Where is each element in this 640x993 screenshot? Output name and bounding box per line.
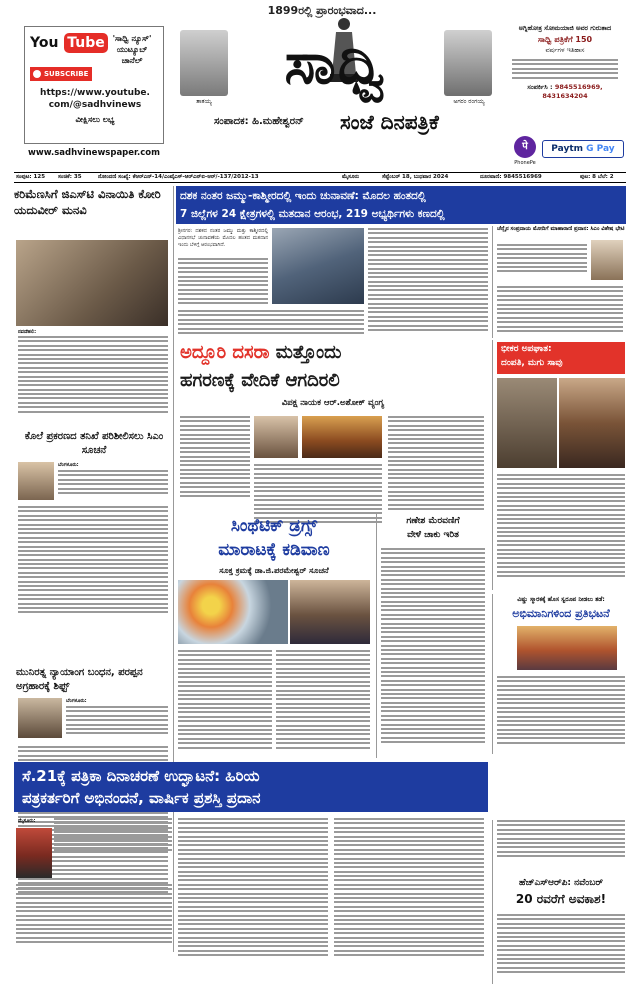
dasara-subhead: ವಿಪಕ್ಷ ನಾಯಕ ಆರ್.ಅಶೋಕ್ ವ್ಯಂಗ್ಯ bbox=[281, 398, 385, 408]
munirathna-photo bbox=[18, 698, 62, 738]
press-day-body-col-3 bbox=[334, 818, 484, 956]
drugs-subhead: ಸೂಕ್ತ ಕ್ರಮಕ್ಕೆ ಡಾ.ಜಿ.ಪರಮೇಶ್ವರ್ ಸೂಚನೆ bbox=[219, 566, 329, 575]
youtube-promo-box bbox=[24, 26, 164, 144]
modi-story-headline[interactable]: ಚೆನ್ನೈನ ಸಂಪ್ರದಾಯ ಮೋದಿಗೆ ಮಾಹಾರಾಣಿ ಪ್ರದಾನ: ಸಿಎಂ ವಿಶೇಷ ಭೇಟಿ bbox=[497, 226, 625, 232]
accident-truck-photo bbox=[497, 378, 557, 468]
lead-story-col-1 bbox=[178, 258, 268, 304]
drugs-headline-2[interactable]: ಮಾರಾಟಕ್ಕೆ ಕಡಿವಾಣ bbox=[218, 540, 330, 560]
modi-photo bbox=[591, 240, 623, 280]
drugs-headline-band bbox=[178, 514, 370, 564]
murder-story-body-2 bbox=[18, 506, 168, 613]
contact-phone-1[interactable]: 9845516969, bbox=[554, 82, 603, 91]
lead-headline-line-2[interactable]: 7 ಜಿಲ್ಲೆಗಳ 24 ಕ್ಷೇತ್ರಗಳಲ್ಲಿ ಮತದಾನ ಆರಂಭ, 219 ಅಭ್ಯರ್ಥಿಗಳು ಕಣದಲ್ಲಿ bbox=[180, 208, 445, 220]
youtube-you-text: You bbox=[30, 35, 59, 51]
gst-dateline: ನವದೆಹಲಿ: bbox=[18, 329, 37, 335]
drugs-story bbox=[176, 514, 372, 758]
gst-story-body bbox=[18, 336, 168, 413]
munirathna-body bbox=[66, 706, 168, 734]
city: ಮೈಸೂರು bbox=[342, 174, 360, 180]
vishnu-story bbox=[492, 594, 626, 754]
dasara-story bbox=[176, 340, 488, 510]
nameplate: ಸಾಧ್ವಿ bbox=[284, 29, 388, 97]
accident-headline-1[interactable]: ಭೀಕರ ಅಪಘಾತ: bbox=[501, 344, 552, 354]
founder-right-caption: ಅಗರಂ ರಂಗಯ್ಯ bbox=[453, 98, 485, 105]
subscribe-label: SUBSCRIBE bbox=[44, 70, 89, 78]
founder-right-photo bbox=[444, 30, 492, 96]
phonepe-label: PhonePe bbox=[514, 160, 536, 166]
founder-left-caption: ತಾತಯ್ಯ bbox=[196, 98, 212, 105]
channel-url-line-1: https://www.youtube. bbox=[40, 88, 150, 98]
editor-line: ಸಂಪಾದಕ: ಹಿ.ಮಹೇಶ್ವರನ್ bbox=[214, 116, 304, 127]
munirathna-dateline: ಬೆಂಗಳೂರು: bbox=[66, 698, 87, 704]
ganesh-headline-1[interactable]: ಗಣೇಶ ಮೆರವಣಿಗೆ bbox=[406, 516, 460, 526]
modi-story-body bbox=[497, 244, 587, 272]
channel-line-2: ಯುಟ್ಯೂಬ್ bbox=[116, 45, 148, 54]
microphones-photo bbox=[16, 828, 52, 878]
modi-story bbox=[492, 226, 626, 338]
press-day-body-col-1 bbox=[54, 818, 172, 851]
registration: ನೋಂದಣಿ ಸಂಖ್ಯೆ: ಕೆಆರ್‌ಎನ್-14/ಎಂವೈಎಸ್-ಆರ್‌ಎನ್‌ಐ-ಆರ್/-137/2012-13 bbox=[98, 174, 259, 180]
channel-line-1: 'ಸಾಧ್ವಿ ನ್ಯೂಸ್' bbox=[112, 34, 152, 43]
press-day-headline-band bbox=[14, 762, 488, 812]
polling-booth-photo bbox=[272, 228, 364, 304]
info-bar bbox=[14, 172, 626, 183]
hsrp-body bbox=[497, 914, 625, 973]
vishnu-body bbox=[497, 676, 625, 744]
contact-label: ಸಂಪರ್ಕಿಸಿ : bbox=[527, 82, 553, 91]
munirathna-story-headline[interactable]: ಮುನಿರತ್ನ ನ್ಯಾಯಾಂಗ ಬಂಧನ, ಪರಪ್ಪನ ಅಗ್ರಹಾರಕ್ಕೆ ಶಿಫ್ಟ್ bbox=[16, 667, 143, 692]
parameshwar-photo bbox=[290, 580, 370, 644]
accident-body bbox=[497, 474, 625, 577]
murder-story-body bbox=[58, 470, 168, 494]
press-day-headline-2[interactable]: ಪತ್ರಕರ್ತರಿಗೆ ಅಭಿನಂದನೆ, ವಾರ್ಷಿಕ ಪ್ರಶಸ್ತಿ ಪ್ರದಾನ bbox=[22, 789, 261, 807]
pages-price: ಪುಟ: 8 ಬೆಲೆ: 2 bbox=[580, 174, 614, 180]
ad-line-1: ಅಗ್ನಿಹೋತ್ರ ಸೋಮಯಾಜಿ ಅವರ ಗುರುತಾದ bbox=[518, 24, 612, 32]
vishnu-headline-2[interactable]: ಅಭಿಮಾನಿಗಳಿಂದ ಪ್ರತಿಭಟನೆ bbox=[512, 607, 610, 620]
protest-photo bbox=[517, 626, 617, 670]
dasara-headline-dark: ಮತ್ತೊಂದು bbox=[275, 342, 342, 363]
ad-line-3: ವರ್ಷಗಳ ಇತಿಹಾಸ bbox=[545, 46, 585, 54]
ganesh-body bbox=[381, 548, 485, 743]
lead-story-first-line: ಶ್ರೀನಗರ: ದಶಕದ ನಂತರ ಜಮ್ಮು ಮತ್ತು ಕಾಶ್ಮೀರದಲ್ಲಿ ವಿಧಾನಸಭೆ ಚುನಾವಣೆಯ ಮೊದಲ ಹಂತದ ಮತದಾನ ಇಂದು ಬೆಳಿಗ್ಗೆ ಆರಂಭವಾಗಿದೆ. bbox=[178, 228, 268, 248]
accident-headline-band bbox=[497, 342, 625, 374]
channel-url[interactable] bbox=[25, 87, 165, 111]
accident-victims-photo bbox=[559, 378, 625, 468]
anniversary-ad bbox=[506, 24, 624, 132]
bell-icon bbox=[33, 70, 41, 78]
payment-logos[interactable] bbox=[542, 140, 624, 158]
accident-headline-2[interactable]: ದಂಪತಿ, ಮಗು ಸಾವು bbox=[501, 358, 563, 368]
dasara-headline-line-2[interactable]: ಹಗರಣಕ್ಕೆ ವೇದಿಕೆ ಆಗದಿರಲಿ bbox=[180, 370, 340, 391]
ganesh-story bbox=[376, 514, 488, 758]
lead-headline-line-1[interactable]: ದಶಕ ನಂತರ ಜಮ್ಮು-ಕಾಶ್ಮೀರದಲ್ಲಿ ಇಂದು ಚುನಾವಣೆ: ಮೊದಲ ಹಂತದಲ್ಲಿ bbox=[180, 190, 426, 202]
murder-story-headline[interactable]: ಕೊಲೆ ಪ್ರಕರಣದ ತನಿಖೆ ಪರಿಶೀಲಿಸಲು ಸಿಎಂ ಸೂಚನೆ bbox=[24, 431, 164, 456]
issue: ಸಂಚಿಕೆ: 35 bbox=[58, 174, 82, 180]
since-text: 1899ರಲ್ಲಿ ಪ್ರಾರಂಭವಾದ... bbox=[267, 4, 377, 17]
hsrp-story bbox=[492, 820, 626, 984]
youtube-logo[interactable] bbox=[30, 33, 108, 55]
founder-left-photo bbox=[180, 30, 228, 96]
paytm-label: Paytm bbox=[551, 144, 583, 154]
youtube-tube-text: Tube bbox=[64, 33, 108, 53]
channel-name bbox=[101, 33, 163, 66]
phonepe-logo[interactable]: पे bbox=[514, 136, 536, 158]
ganesh-headline-2[interactable]: ವೇಳೆ ಚಾಕು ಇರಿತ bbox=[407, 530, 459, 540]
hsrp-top-body bbox=[497, 820, 625, 857]
drugs-headline-1[interactable]: ಸಿಂಥೆಟಿಕ್ ಡ್ರಗ್ಸ್ bbox=[230, 516, 318, 536]
issue-date: ಸೆಪ್ಟೆಂಬರ್ 18, ಬುಧವಾರ 2024 bbox=[382, 174, 449, 180]
channel-line-3: ಚಾನೆಲ್ bbox=[121, 56, 143, 65]
press-day-body-col-2 bbox=[178, 818, 328, 956]
hsrp-headline-2[interactable]: 20 ರವರೆಗೆ ಅವಕಾಶ! bbox=[515, 892, 607, 906]
volume: ಸಂಪುಟ: 125 bbox=[16, 174, 46, 180]
contact-phone-2[interactable]: 8431634204 bbox=[542, 91, 588, 100]
channel-tagline: ವೀಕ್ಷಿಸಲು ಲಭ್ಯ bbox=[75, 115, 115, 124]
press-day-dateline: ಮೈಸೂರು: bbox=[18, 818, 36, 824]
gst-story-photo bbox=[16, 240, 168, 326]
press-day-body-col-1b bbox=[16, 884, 172, 943]
masthead bbox=[0, 0, 640, 172]
dasara-body-col-1 bbox=[180, 416, 250, 497]
dasara-headline-red: ಅದ್ದೂರಿ ದಸರಾ bbox=[180, 342, 270, 363]
lead-story-col-3 bbox=[368, 228, 488, 331]
gpay-label: G Pay bbox=[586, 144, 615, 154]
lead-headline-band bbox=[176, 186, 626, 224]
dasara-headline-line-1[interactable] bbox=[180, 340, 486, 366]
dasara-procession-photo bbox=[302, 416, 382, 458]
ad-line-2: ಸಾಧ್ವಿ ಪತ್ರಿಕೆಗೆ 150 bbox=[537, 35, 593, 44]
press-day-headline-1[interactable]: ಸೆ.21ಕ್ಕೆ ಪತ್ರಿಕಾ ದಿನಾಚರಣೆ ಉದ್ಘಾಟನೆ: ಹಿರಿಯ bbox=[22, 767, 260, 785]
hsrp-headline-1[interactable]: ಹೆಜ್‌ಎಸ್‌ಆರ್‌ಪಿ: ನವೆಂಬರ್ bbox=[518, 878, 604, 888]
lead-story-col-2 bbox=[178, 310, 364, 334]
paper-type: ಸಂಜೆ ದಿನಪತ್ರಿಕೆ bbox=[340, 110, 439, 134]
pills-photo bbox=[178, 580, 288, 644]
modi-story-body-2 bbox=[497, 286, 623, 332]
office-phone: ದೂರವಾಣಿ: 9845516969 bbox=[480, 174, 542, 180]
ashok-photo bbox=[254, 416, 298, 458]
website-url[interactable]: www.sadhvinewspaper.com bbox=[28, 148, 160, 158]
murder-dateline: ಬೆಂಗಳೂರು: bbox=[58, 462, 79, 468]
drugs-body-col-1 bbox=[178, 650, 272, 749]
gst-story-headline[interactable]: ಕರಿಮೆಣಸಿಗೆ ಜಿಎಸ್‌ಟಿ ವಿನಾಯಿತಿ ಕೋರಿ ಯದುವೀರ್ ಮನವಿ bbox=[14, 187, 161, 217]
accident-story bbox=[492, 340, 626, 590]
siddaramaiah-photo bbox=[18, 462, 54, 500]
dasara-body-col-3 bbox=[388, 416, 484, 510]
vishnu-headline-1[interactable]: ವಿಷ್ಣು ಸ್ಮಾರಕಕ್ಕೆ ಹೊಸ ಸ್ವರೂಪ ನೀಡಲು ತಡೆ: bbox=[517, 596, 605, 603]
subscribe-button[interactable] bbox=[30, 67, 92, 81]
channel-url-line-2: com/@sadhvinews bbox=[48, 100, 142, 110]
drugs-body-col-2 bbox=[276, 650, 370, 749]
